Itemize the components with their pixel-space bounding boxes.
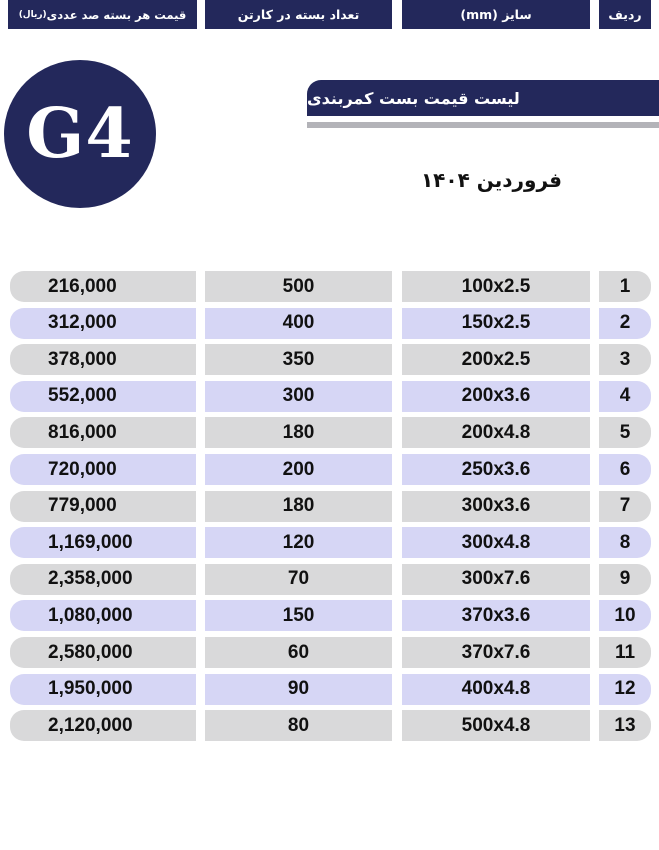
table-row [0,491,659,522]
cell-size: 500x4.8 [402,710,590,741]
cell-count: 180 [205,417,392,448]
cell-size: 250x3.6 [402,454,590,485]
column-header-count: تعداد بسته در کارتن [205,0,392,29]
cell-price: 312,000 [10,308,196,339]
cell-price: 1,080,000 [10,600,196,631]
logo-text: G4 [26,94,134,174]
cell-row: 4 [599,381,651,412]
cell-price: 552,000 [10,381,196,412]
cell-row: 12 [599,674,651,705]
table-row [0,564,659,595]
column-header-price [8,0,197,29]
cell-price: 1,950,000 [10,674,196,705]
cell-count: 300 [205,381,392,412]
table-row [0,308,659,339]
cell-row: 5 [599,417,651,448]
cell-size: 400x4.8 [402,674,590,705]
cell-count: 500 [205,271,392,302]
cell-price: 216,000 [10,271,196,302]
table-row [0,600,659,631]
cell-row: 7 [599,491,651,522]
cell-price: 378,000 [10,344,196,375]
table-row [0,381,659,412]
cell-size: 300x4.8 [402,527,590,558]
cell-price: 779,000 [10,491,196,522]
table-row [0,454,659,485]
column-header-size: سایز (mm) [402,0,590,29]
table-row [0,344,659,375]
brand-logo [4,60,156,208]
cell-size: 100x2.5 [402,271,590,302]
cell-count: 200 [205,454,392,485]
cell-price: 816,000 [10,417,196,448]
cell-size: 200x2.5 [402,344,590,375]
cell-price: 2,580,000 [10,637,196,668]
cell-row: 9 [599,564,651,595]
cell-count: 350 [205,344,392,375]
cell-price: 2,358,000 [10,564,196,595]
cell-size: 370x3.6 [402,600,590,631]
cell-row: 13 [599,710,651,741]
cell-price: 720,000 [10,454,196,485]
price-list-date: فروردین ۱۴۰۴ [420,168,562,192]
table-row [0,637,659,668]
cell-price: 2,120,000 [10,710,196,741]
cell-size: 150x2.5 [402,308,590,339]
cell-row: 11 [599,637,651,668]
table-row [0,271,659,302]
cell-count: 150 [205,600,392,631]
cell-row: 6 [599,454,651,485]
cell-count: 400 [205,308,392,339]
cell-row: 10 [599,600,651,631]
column-header-row: ردیف [599,0,651,29]
cell-count: 120 [205,527,392,558]
cell-size: 200x4.8 [402,417,590,448]
cell-row: 3 [599,344,651,375]
cell-count: 90 [205,674,392,705]
cell-size: 370x7.6 [402,637,590,668]
cell-count: 70 [205,564,392,595]
page-title: لیست قیمت بست کمربندی [307,80,659,116]
cell-row: 8 [599,527,651,558]
cell-count: 180 [205,491,392,522]
table-row [0,527,659,558]
table-row [0,674,659,705]
cell-count: 80 [205,710,392,741]
cell-size: 300x3.6 [402,491,590,522]
cell-size: 300x7.6 [402,564,590,595]
column-header-price-unit: (ریال) [18,9,47,20]
cell-count: 60 [205,637,392,668]
cell-price: 1,169,000 [10,527,196,558]
cell-size: 200x3.6 [402,381,590,412]
table-row [0,710,659,741]
table-row [0,417,659,448]
column-header-price-label: قیمت هر بسته صد عددی [46,7,187,22]
title-underline [307,122,659,128]
cell-row: 1 [599,271,651,302]
cell-row: 2 [599,308,651,339]
